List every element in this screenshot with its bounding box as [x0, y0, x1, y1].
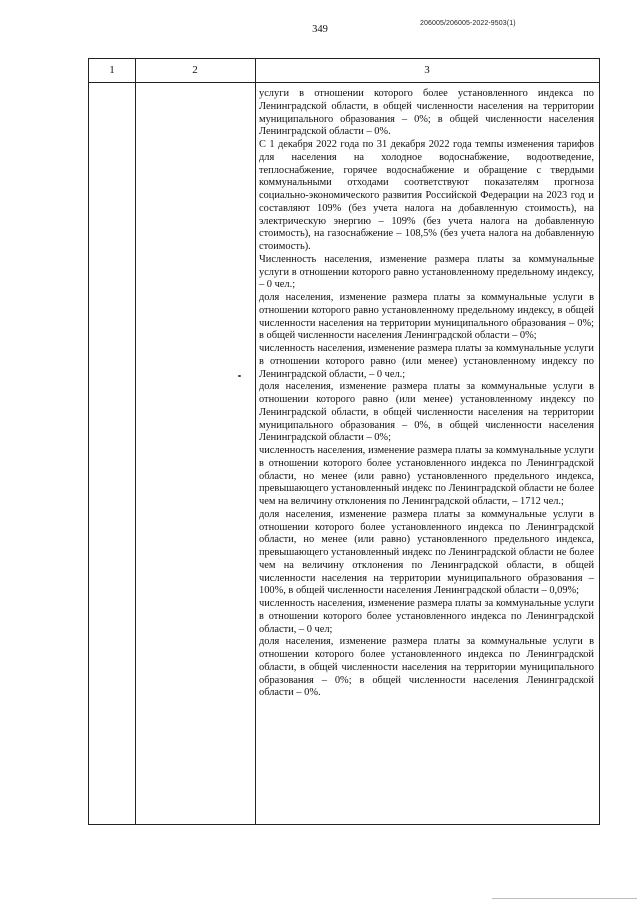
column-header-2: 2: [192, 64, 198, 76]
column-header-1: 1: [109, 64, 115, 76]
paragraph: доля населения, изменение размера платы за коммунальные услуги в отношении которого более установленного индекса по Ленинградской области, в общей численности населения на территории муниципального образования – 0%; в общей численности населения Ленинградской области – 0%.: [259, 636, 594, 699]
column-header-3: 3: [424, 64, 430, 76]
paragraph: численность населения, изменение размера платы за коммунальные услуги в отношении которого более установленного индекса по Ленинградской области, но менее (или равно) установленного предельного индекса, превышающего установленный индекс по Ленинградской области не более чем на величину отклонения по Ленинградской области, – 1712 чел.;: [259, 445, 594, 507]
paragraph: доля населения, изменение размера платы за коммунальные услуги в отношении которого более установленного индекса по Ленинградской области, но менее (или равно) установленного предельного индекса, превышающего установленный индекс по Ленинградской области не более чем на величину отклонения по Ленинградской области, в общей численности населения на территории муниципального образования – 100%, в общей численности населения Ленинградской области – 0,09%;: [259, 508, 594, 597]
page-number: 349: [312, 24, 328, 35]
document-id: 206005/206005-2022-9503(1): [420, 20, 516, 27]
paragraph: численность населения, изменение размера платы за коммунальные услуги в отношении которого более установленного индекса по Ленинградской области, – 0 чел;: [259, 598, 594, 635]
scan-artifact-line: [492, 898, 637, 899]
data-table: [88, 58, 600, 825]
paragraph: Численность населения, изменение размера платы за коммунальные услуги в отношении которого равно установленному предельному индексу, – 0 чел.;: [259, 253, 594, 291]
paragraph: численность населения, изменение размера платы за коммунальные услуги в отношении которого равно (или менее) установленному индексу по Ленинградской области, – 0 чел.;: [259, 343, 594, 380]
column-divider-2: [255, 59, 256, 824]
table-header-row: [89, 59, 599, 83]
paragraph: услуги в отношении которого более установленного индекса по Ленинградской области, в общей численности населения на территории муниципального образования – 0%; в общей численности населения Ленинградской области – 0%.: [259, 88, 594, 138]
column-divider-1: [135, 59, 136, 824]
paragraph: доля населения, изменение размера платы за коммунальные услуги в отношении которого равно (или менее) установленному индексу по Ленинградской области, в общей численности населения на территории муниципального образования – 0%, в общей численности населения Ленинградской области – 0%;: [259, 381, 594, 444]
scan-mark: [238, 375, 241, 377]
paragraph: доля населения, изменение размера платы за коммунальные услуги в отношении которого равно установленному предельному индексу, в общей численности населения на территории муниципального образования – 0%; в общей численности населения Ленинградской области – 0%;: [259, 292, 594, 342]
column-3-text: [259, 88, 594, 700]
paragraph: С 1 декабря 2022 года по 31 декабря 2022 года темпы изменения тарифов для населения на холодное водоснабжение, водоотведение, теплоснабжение, горячее водоснабжение и обращение с твердыми коммунальными отходами соответствуют показателям прогноза социально-экономического развития Российской Федерации на 2023 год и составляют 109% (без учета налога на добавленную стоимость), на электрическую энергию – 109% (без учета налога на добавленную стоимость), на газоснабжение – 108,5% (без учета налога на добавленную стоимость).: [259, 139, 594, 252]
